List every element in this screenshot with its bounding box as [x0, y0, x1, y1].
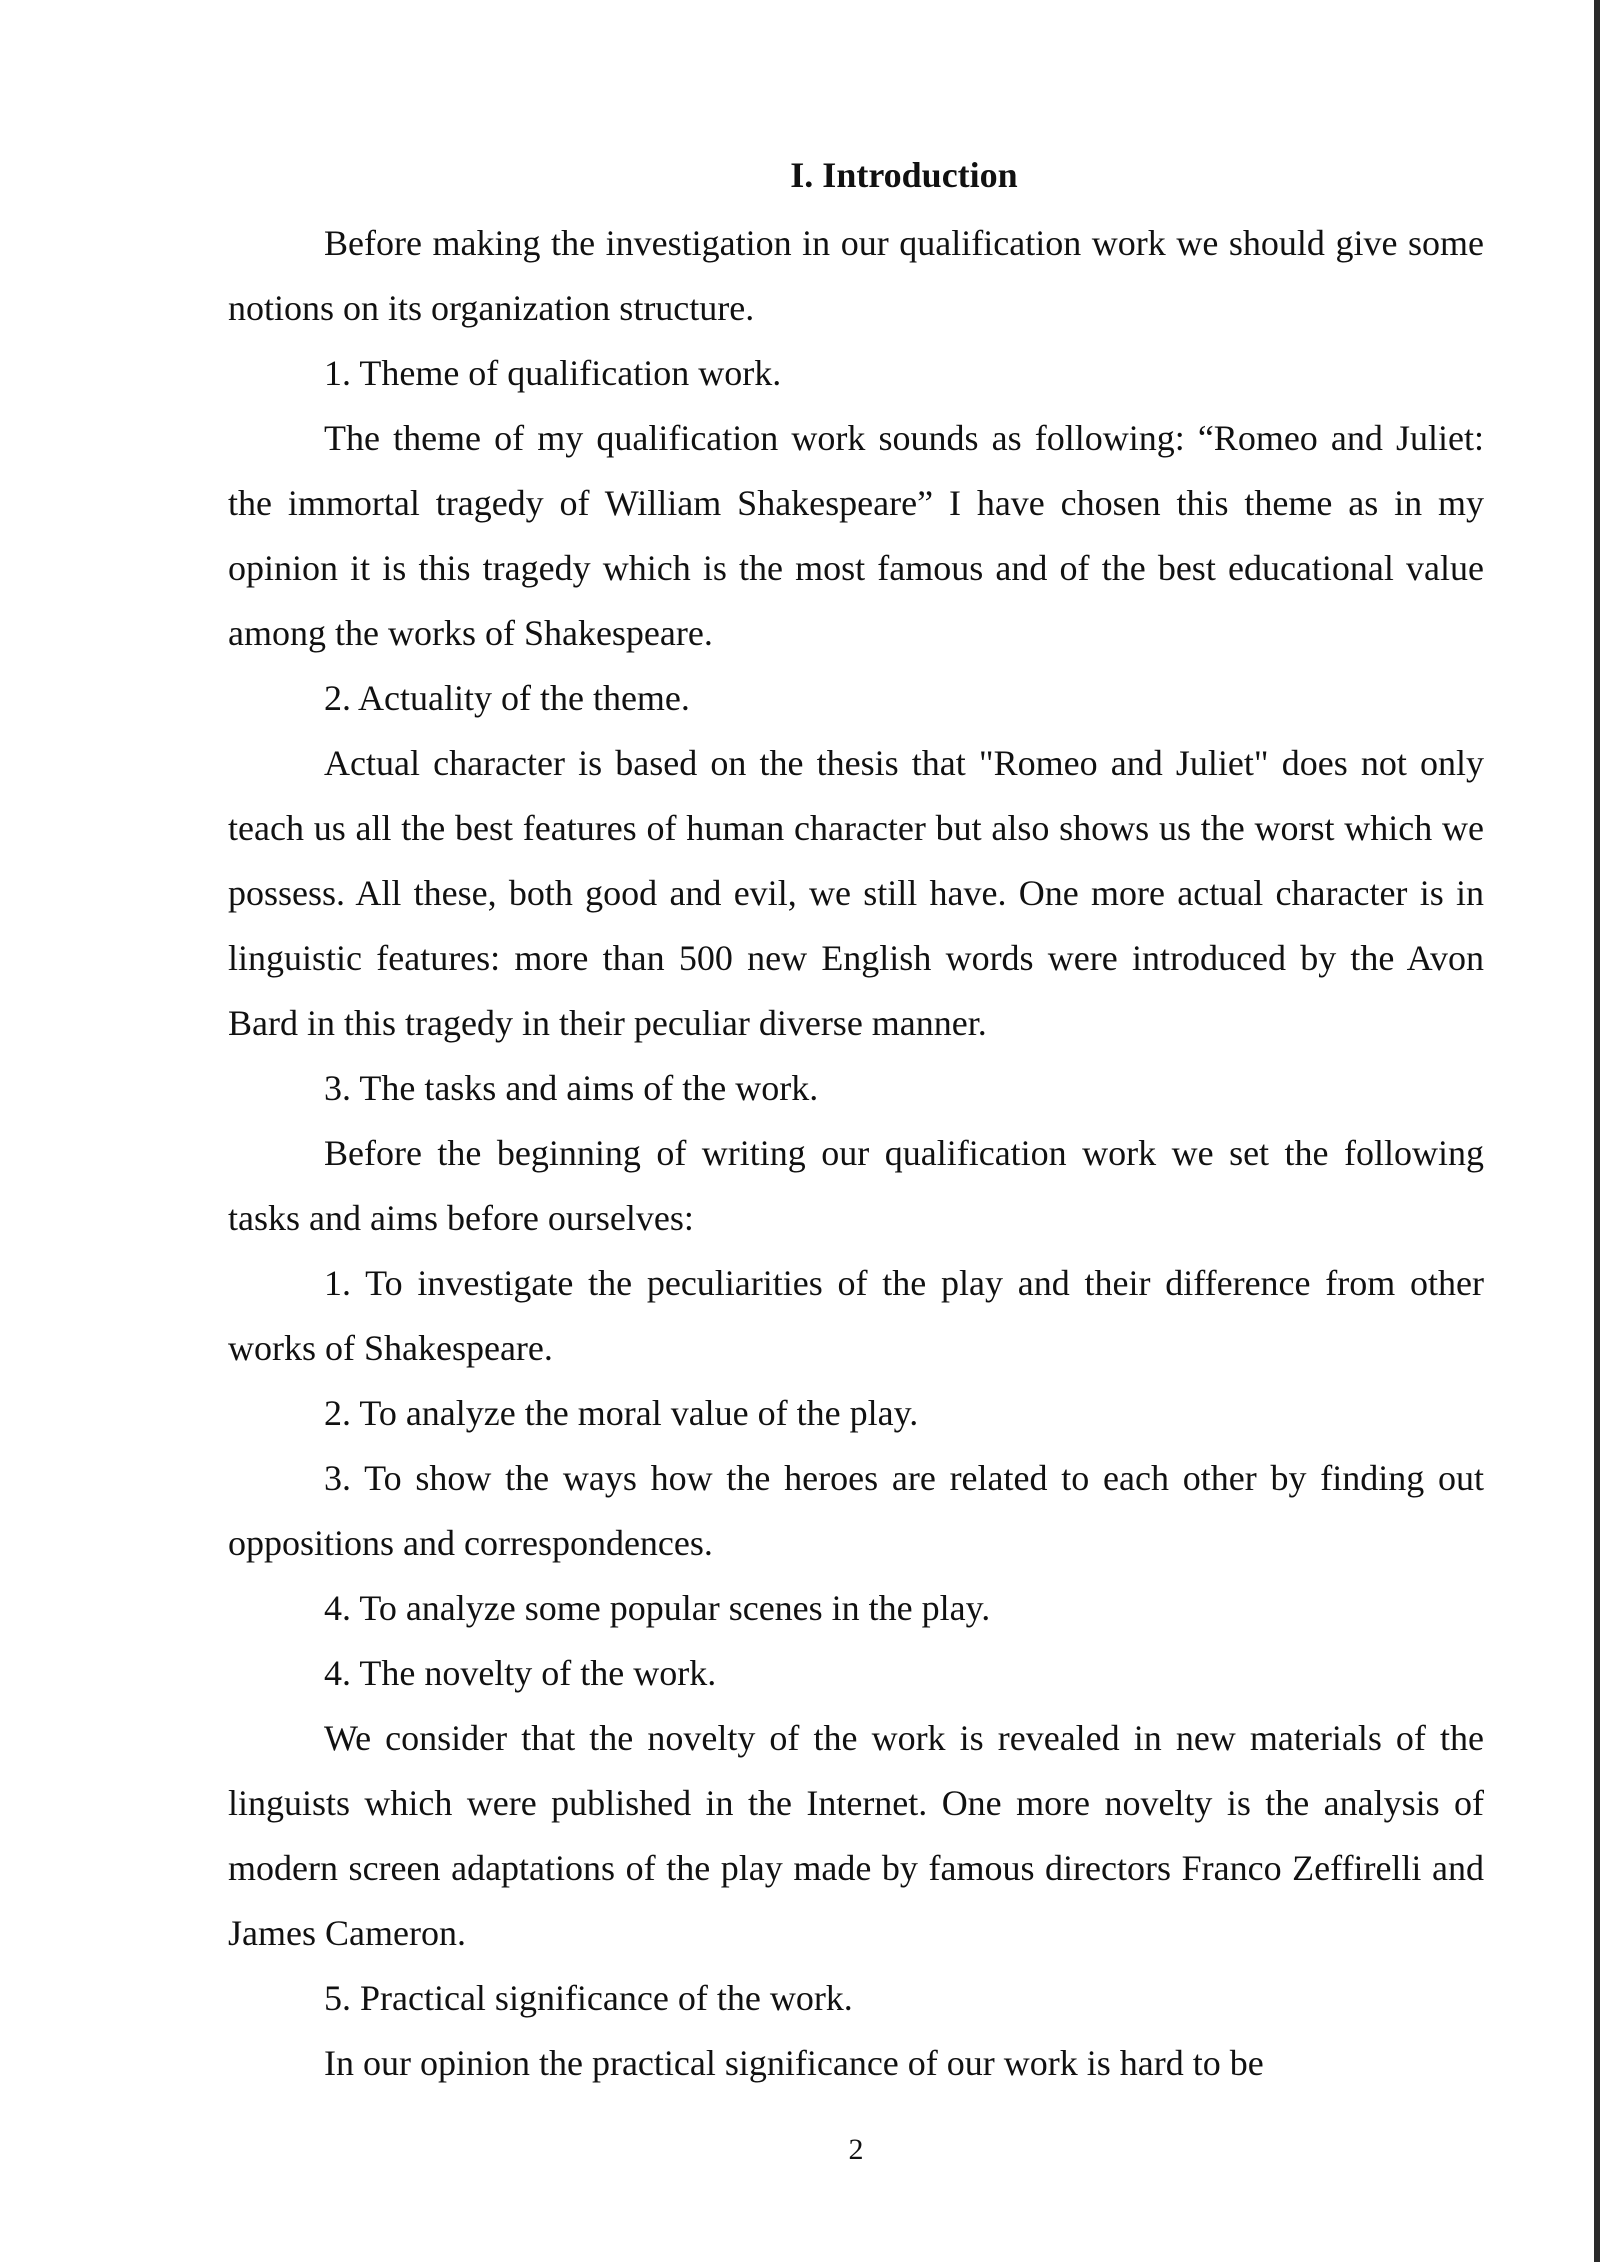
intro-paragraph: Before making the investigation in our qualification work we should give some notions on its organization structure.: [228, 223, 1484, 328]
theme-heading: 1. Theme of qualification work.: [324, 353, 782, 393]
task-item: 3. To show the ways how the heroes are related to each other by finding out oppositions and correspondences.: [228, 1458, 1484, 1563]
novelty-paragraph: We consider that the novelty of the work is revealed in new materials of the linguists which were published in the Internet. One more novelty is the analysis of modern screen adaptations of the play made by famous directors Franco Zeffirelli and James Cameron.: [228, 1718, 1484, 1953]
task-item: 4. To analyze some popular scenes in the play.: [324, 1588, 991, 1628]
novelty-heading: 4. The novelty of the work.: [324, 1653, 717, 1693]
task-item: 1. To investigate the peculiarities of the play and their difference from other works of Shakespeare.: [228, 1263, 1484, 1368]
significance-heading: 5. Practical significance of the work.: [324, 1978, 853, 2018]
page-edge-divider: [1594, 0, 1600, 2262]
tasks-paragraph: Before the beginning of writing our qualification work we set the following tasks and aims before ourselves:: [228, 1133, 1484, 1238]
page-content: [228, 146, 1484, 2096]
theme-paragraph: The theme of my qualification work sounds as following: “Romeo and Juliet: the immortal tragedy of William Shakespeare” I have chosen this theme as in my opinion it is this tragedy which is the most famous and of the best educational value among the works of Shakespeare.: [228, 418, 1484, 653]
actuality-paragraph: Actual character is based on the thesis that "Romeo and Juliet" does not only teach us all the best features of human character but also shows us the worst which we possess. All these, both good and evil, we still have. One more actual character is in linguistic features: more than 500 new English words were introduced by the Avon Bard in this tragedy in their peculiar diverse manner.: [228, 743, 1484, 1043]
page-number: 2: [848, 2133, 864, 2166]
actuality-heading: 2. Actuality of the theme.: [324, 678, 690, 718]
significance-paragraph: In our opinion the practical significance of our work is hard to be: [324, 2043, 1264, 2083]
section-title: I. Introduction: [790, 155, 1018, 195]
task-item: 2. To analyze the moral value of the play.: [324, 1393, 919, 1433]
tasks-heading: 3. The tasks and aims of the work.: [324, 1068, 819, 1108]
